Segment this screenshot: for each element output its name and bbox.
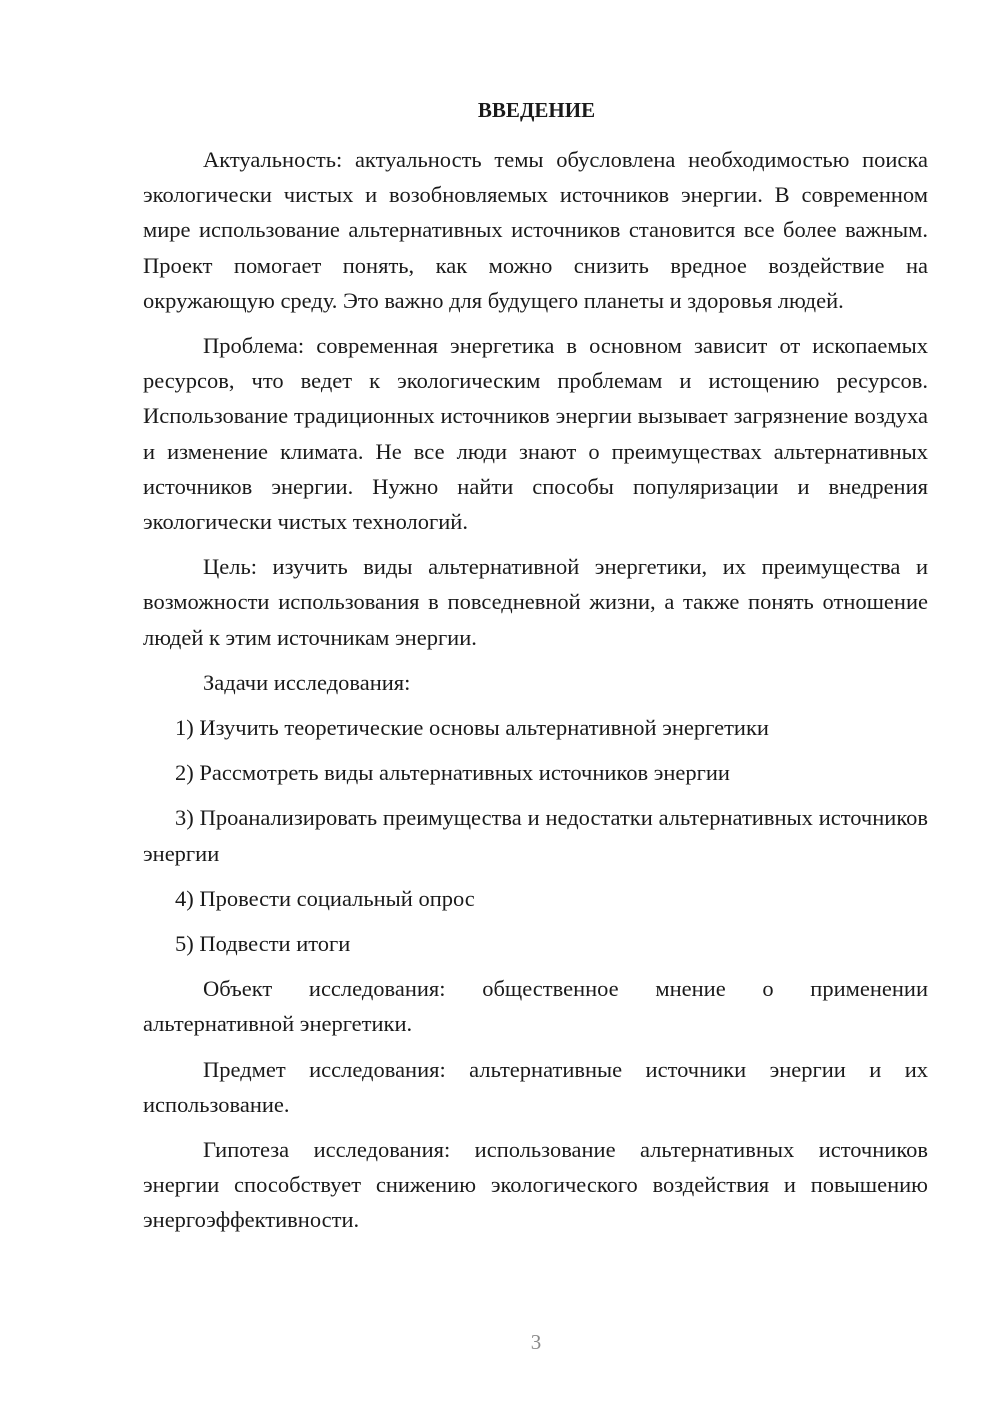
object-paragraph: Объект исследования: общественное мнение о применении альтернативной энергетики.: [143, 976, 928, 1037]
task-item-3: 3) Проанализировать преимущества и недостатки альтернативных источников энергии: [143, 805, 928, 866]
task-item-1: 1) Изучить теоретические основы альтернативной энергетики: [175, 715, 769, 741]
hypothesis-paragraph: Гипотеза исследования: использование альтернативных источников энергии способствует снижению экологического воздействия и повышению энергоэффективности.: [143, 1137, 928, 1233]
problem-paragraph: Проблема: современная энергетика в основном зависит от ископаемых ресурсов, что ведет к экологическим проблемам и истощению ресурсов. Использование традиционных источников энергии вызывает загрязнение воздуха и изменение климата. Не все люди знают о преимуществах альтернативных источников энергии. Нужно найти способы популяризации и внедрения экологически чистых технологий.: [143, 333, 928, 535]
tasks-intro: Задачи исследования:: [203, 669, 411, 695]
task-item-5: 5) Подвести итоги: [175, 931, 351, 957]
page-content: [143, 96, 928, 1248]
goal-paragraph: Цель: изучить виды альтернативной энергетики, их преимущества и возможности использования в повседневной жизни, а также понять отношение людей к этим источникам энергии.: [143, 554, 928, 650]
page-number: 3: [530, 1330, 542, 1354]
section-heading: ВВЕДЕНИЕ: [477, 98, 596, 122]
task-item-2: 2) Рассмотреть виды альтернативных источников энергии: [175, 760, 730, 786]
task-item-4: 4) Провести социальный опрос: [175, 885, 475, 911]
relevance-paragraph: Актуальность: актуальность темы обусловлена необходимостью поиска экологически чистых и возобновляемых источников энергии. В современном мире использование альтернативных источников становится все более важным. Проект помогает понять, как можно снизить вредное воздействие на окружающую среду. Это важно для будущего планеты и здоровья людей.: [143, 147, 928, 313]
subject-paragraph: Предмет исследования: альтернативные источники энергии и их использование.: [143, 1056, 928, 1117]
